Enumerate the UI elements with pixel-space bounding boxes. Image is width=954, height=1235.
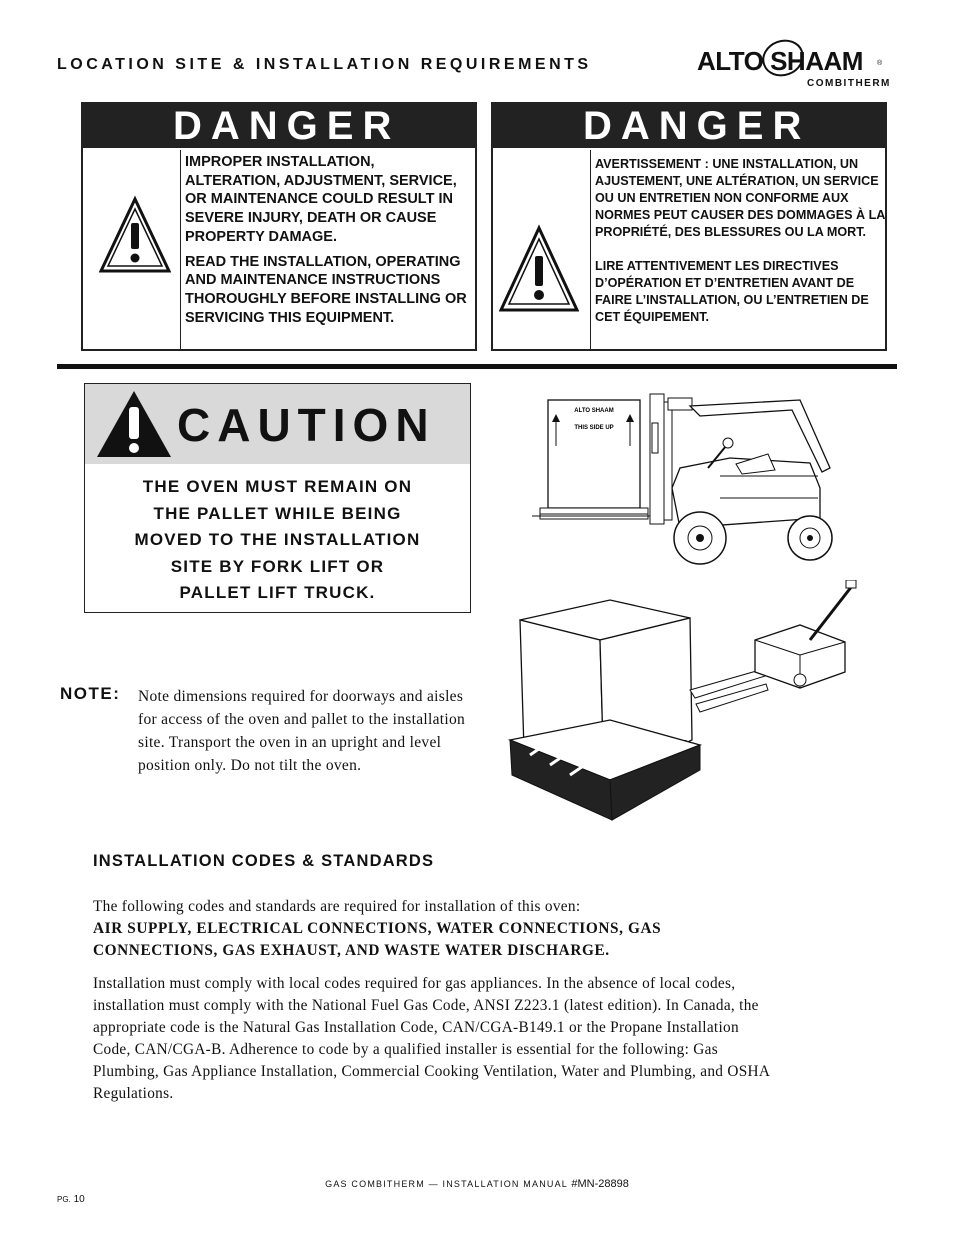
danger-box-english bbox=[81, 102, 477, 351]
logo-registered-mark: ® bbox=[877, 60, 883, 67]
crate-label: THIS SIDE UP bbox=[574, 425, 614, 431]
caution-exclamation-icon bbox=[95, 389, 173, 459]
caution-line: PALLET LIFT TRUCK. bbox=[179, 583, 376, 602]
danger-heading-fr: DANGER bbox=[493, 104, 885, 148]
page-footer bbox=[0, 1178, 954, 1190]
page-number bbox=[57, 1194, 85, 1205]
logo-swoosh-icon bbox=[759, 36, 811, 82]
danger-instruction-text-fr: LIRE ATTENTIVEMENT LES DIRECTIVES D’OPÉRATION ET D’ENTRETIEN AVANT DE FAIRE L’INSTALLATION, OU L’ENTRETIEN DE CET ÉQUIPEMENT. bbox=[595, 259, 869, 324]
danger-warning-text: IMPROPER INSTALLATION, ALTERATION, ADJUSTMENT, SERVICE, OR MAINTENANCE COULD RESULT IN SEVERE INJURY, DEATH OR CAUSE PROPERTY DAMAGE. bbox=[185, 154, 457, 245]
caution-line: MOVED TO THE INSTALLATION bbox=[134, 530, 421, 549]
logo-subtitle: COMBITHERM bbox=[807, 78, 891, 89]
pallet-truck-illustration bbox=[500, 580, 870, 825]
danger-box-french bbox=[491, 102, 887, 351]
section-divider bbox=[57, 364, 897, 369]
forklift-illustration bbox=[530, 388, 850, 568]
codes-required-list: AIR SUPPLY, ELECTRICAL CONNECTIONS, WATER CONNECTIONS, GAS CONNECTIONS, GAS EXHAUST, AND WASTE WATER DISCHARGE. bbox=[93, 920, 662, 959]
logo-wordmark: ALTO SHAAM bbox=[697, 46, 863, 76]
page-number-value: 10 bbox=[73, 1194, 85, 1205]
warning-triangle-icon bbox=[499, 224, 579, 314]
page-number-prefix: PG. bbox=[57, 1195, 71, 1204]
codes-intro-text: The following codes and standards are required for installation of this oven: bbox=[93, 898, 581, 915]
caution-box bbox=[84, 383, 471, 613]
caution-line: THE PALLET WHILE BEING bbox=[153, 503, 402, 523]
codes-body-paragraph: Installation must comply with local codes required for gas appliances. In the absence of local codes, installation must comply with the National Fuel Gas Code, ANSI Z223.1 (latest edition). In Canada, the appropriate code is the Natural Gas Installation Code, CAN/CGA-B149.1 or the Propane Installation Code, CAN/CGA-B. Adherence to code by a qualified installer is essential for the following: Gas Plumbing, Gas Appliance Installation, Commercial Cooking Ventilation, Water and Plumbing, and OSHA Regulations. bbox=[93, 975, 770, 1102]
codes-intro-paragraph bbox=[93, 896, 773, 962]
caution-message bbox=[85, 474, 470, 607]
caution-line: SITE BY FORK LIFT OR bbox=[170, 556, 385, 576]
footer-manual-title: GAS COMBITHERM — INSTALLATION MANUAL bbox=[325, 1179, 568, 1189]
danger-warning-text-fr: AVERTISSEMENT : UNE INSTALLATION, UN AJUSTEMENT, UNE ALTÉRATION, UN SERVICE OU UN ENTRETIEN NON CONFORME AUX NORMES PEUT CAUSER DES DOMMAGES À LA PROPRIÉTÉ, DES BLESSURES OU LA MORT. bbox=[595, 157, 885, 239]
danger-instruction-text: READ THE INSTALLATION, OPERATING AND MAINTENANCE INSTRUCTIONS THOROUGHLY BEFORE INSTALLING OR SERVICING THIS EQUIPMENT. bbox=[185, 253, 467, 326]
caution-line: THE OVEN MUST REMAIN ON bbox=[142, 477, 413, 496]
alto-shaam-logo bbox=[697, 36, 891, 96]
crate-logo: ALTO SHAAM bbox=[574, 408, 614, 414]
footer-document-number: #MN-28898 bbox=[571, 1178, 629, 1190]
note-label: NOTE: bbox=[60, 684, 121, 703]
warning-triangle-icon bbox=[99, 195, 171, 275]
caution-heading: CAUTION bbox=[177, 399, 436, 451]
caution-header bbox=[85, 384, 470, 464]
page-header-title: LOCATION SITE & INSTALLATION REQUIREMENTS bbox=[57, 56, 592, 73]
note-text: Note dimensions required for doorways and aisles for access of the oven and pallet to the installation site. Transport the oven in an upright and level position only. Do not tilt the oven. bbox=[138, 688, 466, 774]
installation-codes-title: INSTALLATION CODES & STANDARDS bbox=[93, 852, 435, 870]
danger-heading: DANGER bbox=[83, 104, 475, 148]
